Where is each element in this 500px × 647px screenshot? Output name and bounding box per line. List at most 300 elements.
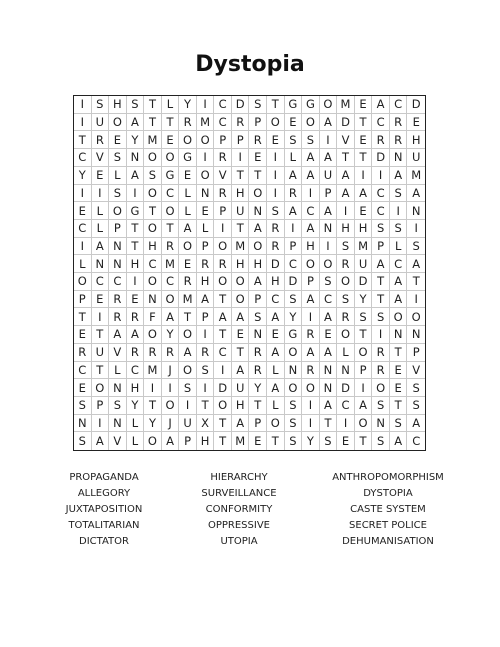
grid-cell[interactable]: T: [232, 167, 250, 185]
grid-cell[interactable]: R: [249, 344, 267, 362]
grid-cell[interactable]: T: [214, 432, 232, 450]
grid-cell[interactable]: I: [197, 96, 215, 114]
grid-cell[interactable]: L: [285, 149, 303, 167]
grid-cell[interactable]: R: [127, 344, 145, 362]
grid-cell[interactable]: O: [337, 326, 355, 344]
grid-cell[interactable]: L: [179, 185, 197, 203]
grid-cell[interactable]: O: [302, 255, 320, 273]
grid-cell[interactable]: O: [390, 308, 408, 326]
grid-cell[interactable]: R: [249, 131, 267, 149]
grid-cell[interactable]: R: [302, 326, 320, 344]
grid-cell[interactable]: A: [267, 344, 285, 362]
grid-cell[interactable]: S: [109, 185, 127, 203]
grid-cell[interactable]: N: [109, 379, 127, 397]
grid-cell[interactable]: O: [407, 308, 425, 326]
grid-cell[interactable]: C: [127, 362, 145, 380]
grid-cell[interactable]: T: [127, 238, 145, 256]
grid-cell[interactable]: R: [197, 344, 215, 362]
grid-cell[interactable]: S: [249, 308, 267, 326]
grid-cell[interactable]: O: [355, 344, 373, 362]
grid-cell[interactable]: O: [197, 131, 215, 149]
grid-cell[interactable]: P: [249, 415, 267, 433]
grid-cell[interactable]: O: [144, 326, 162, 344]
grid-cell[interactable]: S: [407, 379, 425, 397]
grid-cell[interactable]: R: [162, 344, 180, 362]
grid-cell[interactable]: P: [355, 362, 373, 380]
grid-cell[interactable]: C: [372, 114, 390, 132]
grid-cell[interactable]: T: [267, 96, 285, 114]
grid-cell[interactable]: C: [74, 149, 92, 167]
grid-cell[interactable]: T: [355, 149, 373, 167]
grid-cell[interactable]: V: [214, 167, 232, 185]
grid-cell[interactable]: N: [320, 362, 338, 380]
grid-cell[interactable]: L: [127, 432, 145, 450]
grid-cell[interactable]: L: [109, 362, 127, 380]
grid-cell[interactable]: A: [232, 362, 250, 380]
grid-cell[interactable]: O: [162, 291, 180, 309]
grid-cell[interactable]: U: [355, 255, 373, 273]
grid-cell[interactable]: A: [302, 291, 320, 309]
grid-cell[interactable]: I: [92, 185, 110, 203]
grid-cell[interactable]: S: [302, 131, 320, 149]
grid-cell[interactable]: O: [109, 114, 127, 132]
grid-cell[interactable]: N: [109, 238, 127, 256]
grid-cell[interactable]: I: [302, 415, 320, 433]
grid-cell[interactable]: S: [285, 432, 303, 450]
grid-cell[interactable]: E: [197, 202, 215, 220]
grid-cell[interactable]: D: [355, 273, 373, 291]
grid-cell[interactable]: S: [390, 415, 408, 433]
grid-cell[interactable]: O: [179, 131, 197, 149]
grid-cell[interactable]: O: [372, 379, 390, 397]
grid-cell[interactable]: N: [320, 220, 338, 238]
grid-cell[interactable]: A: [390, 291, 408, 309]
grid-cell[interactable]: S: [127, 96, 145, 114]
grid-cell[interactable]: A: [302, 344, 320, 362]
grid-cell[interactable]: I: [197, 326, 215, 344]
grid-cell[interactable]: P: [407, 344, 425, 362]
grid-cell[interactable]: O: [144, 273, 162, 291]
grid-cell[interactable]: M: [197, 114, 215, 132]
grid-cell[interactable]: H: [337, 220, 355, 238]
grid-cell[interactable]: H: [302, 238, 320, 256]
grid-cell[interactable]: D: [285, 273, 303, 291]
grid-cell[interactable]: A: [109, 326, 127, 344]
grid-cell[interactable]: P: [74, 291, 92, 309]
grid-cell[interactable]: I: [355, 379, 373, 397]
grid-cell[interactable]: E: [407, 114, 425, 132]
grid-cell[interactable]: O: [285, 379, 303, 397]
grid-cell[interactable]: R: [179, 114, 197, 132]
grid-cell[interactable]: A: [249, 220, 267, 238]
grid-cell[interactable]: C: [109, 273, 127, 291]
grid-cell[interactable]: C: [390, 255, 408, 273]
grid-cell[interactable]: N: [285, 362, 303, 380]
grid-cell[interactable]: P: [320, 185, 338, 203]
grid-cell[interactable]: I: [320, 238, 338, 256]
grid-cell[interactable]: Y: [355, 291, 373, 309]
grid-cell[interactable]: O: [162, 149, 180, 167]
grid-cell[interactable]: A: [390, 432, 408, 450]
grid-cell[interactable]: T: [74, 131, 92, 149]
grid-cell[interactable]: C: [144, 255, 162, 273]
grid-cell[interactable]: O: [144, 432, 162, 450]
grid-cell[interactable]: L: [92, 202, 110, 220]
grid-cell[interactable]: O: [232, 291, 250, 309]
grid-cell[interactable]: E: [249, 149, 267, 167]
grid-cell[interactable]: T: [92, 326, 110, 344]
grid-cell[interactable]: C: [412, 434, 421, 449]
grid-cell[interactable]: I: [267, 185, 285, 203]
grid-cell[interactable]: E: [267, 326, 285, 344]
grid-cell[interactable]: O: [320, 96, 338, 114]
grid-cell[interactable]: O: [179, 362, 197, 380]
grid-cell[interactable]: C: [302, 202, 320, 220]
grid-cell[interactable]: A: [372, 255, 390, 273]
grid-cell[interactable]: A: [179, 344, 197, 362]
grid-cell[interactable]: Y: [249, 379, 267, 397]
grid-cell[interactable]: Y: [179, 96, 197, 114]
grid-cell[interactable]: S: [407, 397, 425, 415]
grid-cell[interactable]: C: [267, 291, 285, 309]
grid-cell[interactable]: I: [179, 397, 197, 415]
grid-cell[interactable]: Y: [127, 397, 145, 415]
grid-cell[interactable]: A: [302, 149, 320, 167]
grid-cell[interactable]: U: [232, 379, 250, 397]
grid-cell[interactable]: Y: [285, 308, 303, 326]
grid-cell[interactable]: T: [390, 344, 408, 362]
grid-cell[interactable]: H: [127, 255, 145, 273]
grid-cell[interactable]: I: [127, 185, 145, 203]
grid-cell[interactable]: E: [232, 326, 250, 344]
grid-cell[interactable]: R: [390, 131, 408, 149]
grid-cell[interactable]: N: [390, 326, 408, 344]
grid-cell[interactable]: G: [127, 202, 145, 220]
grid-cell[interactable]: P: [109, 220, 127, 238]
grid-cell[interactable]: O: [162, 202, 180, 220]
grid-cell[interactable]: C: [390, 96, 408, 114]
grid-cell[interactable]: C: [320, 291, 338, 309]
grid-cell[interactable]: T: [214, 415, 232, 433]
grid-cell[interactable]: T: [407, 273, 425, 291]
grid-cell[interactable]: S: [249, 96, 267, 114]
grid-cell[interactable]: L: [197, 220, 215, 238]
grid-cell[interactable]: H: [232, 185, 250, 203]
grid-cell[interactable]: P: [197, 238, 215, 256]
grid-cell[interactable]: L: [337, 344, 355, 362]
grid-cell[interactable]: I: [302, 397, 320, 415]
grid-cell[interactable]: S: [74, 397, 92, 415]
grid-cell[interactable]: I: [337, 415, 355, 433]
grid-cell[interactable]: I: [407, 291, 425, 309]
grid-cell[interactable]: C: [337, 397, 355, 415]
grid-cell[interactable]: D: [214, 379, 232, 397]
grid-cell[interactable]: O: [162, 397, 180, 415]
grid-cell[interactable]: Y: [144, 415, 162, 433]
grid-cell[interactable]: V: [92, 149, 110, 167]
grid-cell[interactable]: D: [337, 379, 355, 397]
grid-cell[interactable]: Y: [302, 432, 320, 450]
grid-cell[interactable]: A: [127, 114, 145, 132]
grid-cell[interactable]: N: [144, 291, 162, 309]
grid-cell[interactable]: L: [92, 220, 110, 238]
grid-cell[interactable]: R: [285, 185, 303, 203]
grid-cell[interactable]: P: [232, 131, 250, 149]
grid-cell[interactable]: I: [355, 167, 373, 185]
grid-cell[interactable]: C: [92, 273, 110, 291]
grid-cell[interactable]: I: [320, 131, 338, 149]
grid-cell[interactable]: C: [285, 255, 303, 273]
grid-cell[interactable]: A: [302, 220, 320, 238]
grid-cell[interactable]: I: [302, 308, 320, 326]
grid-cell[interactable]: E: [92, 291, 110, 309]
grid-cell[interactable]: A: [320, 202, 338, 220]
grid-cell[interactable]: U: [320, 167, 338, 185]
grid-cell[interactable]: N: [390, 149, 408, 167]
grid-cell[interactable]: I: [232, 149, 250, 167]
grid-cell[interactable]: S: [372, 397, 390, 415]
grid-cell[interactable]: E: [162, 131, 180, 149]
grid-cell[interactable]: I: [127, 273, 145, 291]
grid-cell[interactable]: S: [144, 167, 162, 185]
grid-cell[interactable]: G: [285, 96, 303, 114]
grid-cell[interactable]: E: [355, 131, 373, 149]
grid-cell[interactable]: R: [109, 308, 127, 326]
grid-cell[interactable]: T: [355, 326, 373, 344]
grid-cell[interactable]: G: [179, 149, 197, 167]
grid-cell[interactable]: M: [179, 291, 197, 309]
grid-cell[interactable]: R: [232, 114, 250, 132]
grid-cell[interactable]: S: [179, 379, 197, 397]
grid-cell[interactable]: O: [267, 415, 285, 433]
grid-cell[interactable]: N: [372, 415, 390, 433]
grid-cell[interactable]: R: [109, 291, 127, 309]
grid-cell[interactable]: S: [320, 273, 338, 291]
grid-cell[interactable]: R: [214, 185, 232, 203]
grid-cell[interactable]: N: [249, 326, 267, 344]
grid-cell[interactable]: O: [355, 415, 373, 433]
grid-cell[interactable]: A: [320, 149, 338, 167]
grid-cell[interactable]: V: [109, 344, 127, 362]
grid-cell[interactable]: O: [302, 114, 320, 132]
grid-cell[interactable]: R: [267, 238, 285, 256]
grid-cell[interactable]: T: [179, 308, 197, 326]
grid-cell[interactable]: L: [127, 415, 145, 433]
grid-cell[interactable]: R: [127, 308, 145, 326]
grid-cell[interactable]: T: [249, 397, 267, 415]
grid-cell[interactable]: A: [320, 308, 338, 326]
grid-cell[interactable]: A: [249, 273, 267, 291]
grid-cell[interactable]: U: [92, 114, 110, 132]
grid-cell[interactable]: T: [337, 149, 355, 167]
grid-cell[interactable]: P: [214, 131, 232, 149]
grid-cell[interactable]: T: [127, 220, 145, 238]
grid-cell[interactable]: P: [214, 202, 232, 220]
grid-cell[interactable]: A: [390, 273, 408, 291]
grid-cell[interactable]: N: [407, 326, 425, 344]
grid-cell[interactable]: C: [372, 202, 390, 220]
grid-cell[interactable]: R: [249, 362, 267, 380]
grid-cell[interactable]: N: [109, 255, 127, 273]
grid-cell[interactable]: A: [302, 167, 320, 185]
grid-cell[interactable]: S: [197, 362, 215, 380]
grid-cell[interactable]: S: [74, 432, 92, 450]
grid-cell[interactable]: S: [337, 238, 355, 256]
grid-cell[interactable]: R: [179, 273, 197, 291]
grid-cell[interactable]: H: [407, 131, 425, 149]
grid-cell[interactable]: O: [179, 326, 197, 344]
grid-cell[interactable]: P: [249, 291, 267, 309]
grid-cell[interactable]: I: [407, 220, 425, 238]
grid-cell[interactable]: F: [144, 308, 162, 326]
grid-cell[interactable]: A: [127, 167, 145, 185]
grid-cell[interactable]: A: [320, 344, 338, 362]
grid-cell[interactable]: U: [179, 415, 197, 433]
grid-cell[interactable]: C: [214, 96, 232, 114]
grid-cell[interactable]: A: [285, 167, 303, 185]
grid-cell[interactable]: T: [144, 397, 162, 415]
grid-cell[interactable]: I: [74, 114, 92, 132]
grid-cell[interactable]: C: [214, 114, 232, 132]
grid-cell[interactable]: T: [390, 397, 408, 415]
grid-cell[interactable]: M: [232, 432, 250, 450]
grid-cell[interactable]: X: [197, 415, 215, 433]
grid-cell[interactable]: C: [214, 344, 232, 362]
grid-cell[interactable]: V: [407, 362, 425, 380]
grid-cell[interactable]: E: [320, 326, 338, 344]
grid-cell[interactable]: R: [162, 238, 180, 256]
grid-cell[interactable]: L: [109, 167, 127, 185]
grid-cell[interactable]: O: [337, 273, 355, 291]
grid-cell[interactable]: E: [74, 379, 92, 397]
grid-cell[interactable]: E: [249, 432, 267, 450]
grid-cell[interactable]: T: [214, 326, 232, 344]
grid-cell[interactable]: A: [267, 379, 285, 397]
grid-cell[interactable]: S: [390, 220, 408, 238]
grid-cell[interactable]: P: [372, 238, 390, 256]
grid-cell[interactable]: E: [390, 362, 408, 380]
grid-cell[interactable]: S: [320, 432, 338, 450]
grid-cell[interactable]: E: [390, 379, 408, 397]
grid-cell[interactable]: P: [92, 397, 110, 415]
grid-cell[interactable]: R: [372, 131, 390, 149]
grid-cell[interactable]: V: [109, 432, 127, 450]
grid-cell[interactable]: O: [249, 185, 267, 203]
grid-cell[interactable]: R: [92, 131, 110, 149]
grid-cell[interactable]: I: [302, 185, 320, 203]
grid-cell[interactable]: E: [267, 131, 285, 149]
grid-cell[interactable]: C: [372, 185, 390, 203]
grid-cell[interactable]: L: [162, 96, 180, 114]
grid-cell[interactable]: O: [197, 167, 215, 185]
grid-cell[interactable]: M: [232, 238, 250, 256]
grid-cell[interactable]: T: [355, 114, 373, 132]
grid-cell[interactable]: P: [179, 432, 197, 450]
grid-cell[interactable]: M: [407, 167, 425, 185]
grid-cell[interactable]: M: [355, 238, 373, 256]
grid-cell[interactable]: S: [109, 397, 127, 415]
grid-cell[interactable]: H: [355, 220, 373, 238]
grid-cell[interactable]: N: [407, 202, 425, 220]
grid-cell[interactable]: H: [109, 96, 127, 114]
grid-cell[interactable]: T: [372, 291, 390, 309]
grid-cell[interactable]: E: [179, 167, 197, 185]
grid-cell[interactable]: I: [285, 220, 303, 238]
grid-cell[interactable]: A: [285, 202, 303, 220]
grid-cell[interactable]: G: [162, 167, 180, 185]
grid-cell[interactable]: A: [337, 167, 355, 185]
grid-cell[interactable]: A: [232, 415, 250, 433]
grid-cell[interactable]: I: [390, 202, 408, 220]
grid-cell[interactable]: Y: [127, 131, 145, 149]
grid-cell[interactable]: H: [232, 255, 250, 273]
grid-cell[interactable]: R: [372, 344, 390, 362]
grid-cell[interactable]: T: [92, 362, 110, 380]
grid-cell[interactable]: O: [109, 202, 127, 220]
grid-cell[interactable]: A: [407, 255, 425, 273]
grid-cell[interactable]: O: [232, 273, 250, 291]
grid-cell[interactable]: H: [232, 397, 250, 415]
grid-cell[interactable]: C: [162, 185, 180, 203]
grid-cell[interactable]: L: [179, 202, 197, 220]
grid-cell[interactable]: O: [74, 273, 92, 291]
grid-cell[interactable]: P: [302, 273, 320, 291]
grid-cell[interactable]: T: [232, 344, 250, 362]
grid-cell[interactable]: T: [320, 415, 338, 433]
grid-cell[interactable]: N: [320, 379, 338, 397]
grid-cell[interactable]: N: [74, 415, 92, 433]
grid-cell[interactable]: I: [92, 415, 110, 433]
grid-cell[interactable]: I: [162, 379, 180, 397]
grid-cell[interactable]: A: [197, 291, 215, 309]
grid-cell[interactable]: L: [390, 238, 408, 256]
grid-cell[interactable]: I: [267, 167, 285, 185]
grid-cell[interactable]: D: [372, 149, 390, 167]
grid-cell[interactable]: J: [162, 415, 180, 433]
grid-cell[interactable]: T: [74, 308, 92, 326]
grid-cell[interactable]: O: [179, 238, 197, 256]
grid-cell[interactable]: S: [390, 185, 408, 203]
grid-cell[interactable]: A: [372, 96, 390, 114]
grid-cell[interactable]: R: [214, 149, 232, 167]
grid-cell[interactable]: D: [267, 255, 285, 273]
grid-cell[interactable]: T: [162, 114, 180, 132]
grid-cell[interactable]: H: [197, 273, 215, 291]
grid-cell[interactable]: A: [407, 415, 425, 433]
grid-cell[interactable]: O: [144, 185, 162, 203]
grid-cell[interactable]: I: [197, 379, 215, 397]
grid-cell[interactable]: S: [355, 308, 373, 326]
grid-cell[interactable]: T: [144, 114, 162, 132]
grid-cell[interactable]: N: [92, 255, 110, 273]
grid-cell[interactable]: I: [337, 202, 355, 220]
grid-cell[interactable]: O: [214, 238, 232, 256]
grid-cell[interactable]: G: [285, 326, 303, 344]
grid-cell[interactable]: H: [144, 238, 162, 256]
grid-cell[interactable]: I: [74, 185, 92, 203]
grid-cell[interactable]: A: [267, 308, 285, 326]
grid-cell[interactable]: R: [302, 362, 320, 380]
grid-cell[interactable]: O: [249, 238, 267, 256]
grid-cell[interactable]: T: [144, 96, 162, 114]
grid-cell[interactable]: I: [214, 220, 232, 238]
grid-cell[interactable]: A: [320, 114, 338, 132]
grid-cell[interactable]: N: [109, 415, 127, 433]
grid-cell[interactable]: H: [267, 273, 285, 291]
grid-cell[interactable]: A: [92, 432, 110, 450]
grid-cell[interactable]: T: [249, 167, 267, 185]
grid-cell[interactable]: A: [232, 308, 250, 326]
